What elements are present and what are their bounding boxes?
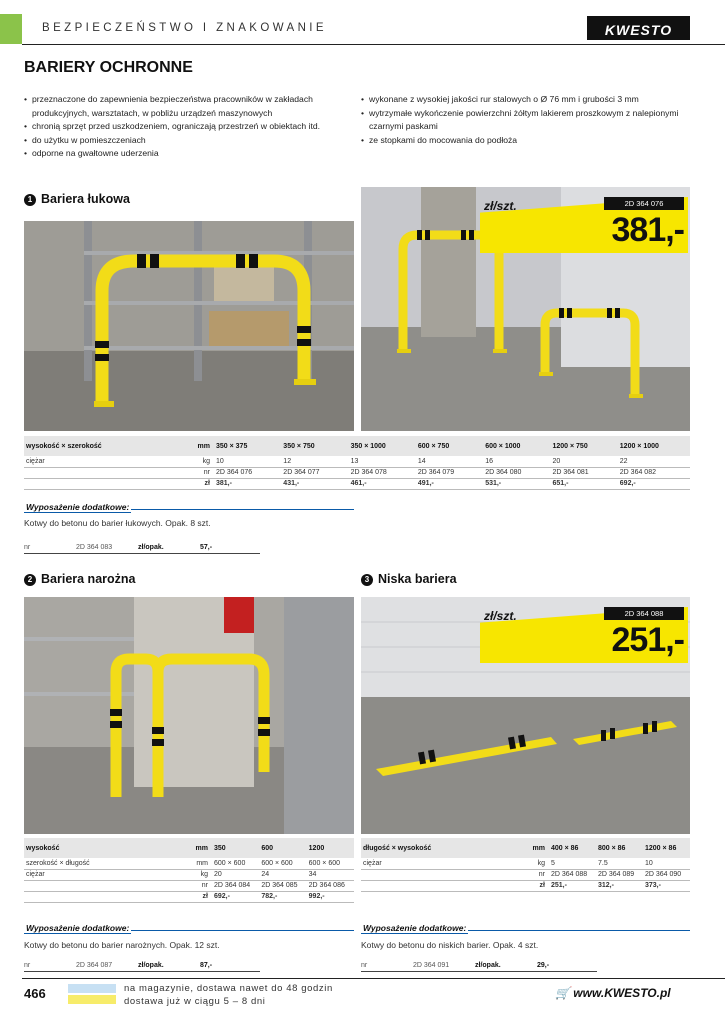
accessories-label: Wyposażenie dodatkowe: — [363, 923, 467, 933]
photo-arch-barrier-shelves — [24, 221, 354, 431]
table-header: wysokość × szerokość — [24, 436, 184, 456]
table-row: ciężar kg 5 7.5 10 — [361, 858, 690, 869]
header-rule — [22, 44, 725, 45]
section-heading-3 — [361, 572, 457, 586]
table-header: 350 × 1000 — [349, 436, 416, 456]
table-header: 600 × 750 — [416, 436, 483, 456]
table-row: szerokość × długość mm 600 × 600 600 × 600 600 × 600 — [24, 858, 354, 869]
section-title: Niska bariera — [378, 572, 457, 586]
feature-item: • wytrzymałe wykończenie powierzchni żółtym lakierem proszkowym z nalepionymi czarnymi paskami — [361, 107, 691, 134]
accessories-bar-2 — [24, 918, 354, 931]
feature-item: • odporne na gwałtowne uderzenia — [24, 147, 344, 161]
accessories-row: nr 2D 364 087 zł/opak. 87,- — [24, 960, 260, 972]
accessories-bar-1 — [24, 497, 354, 510]
spec-table-2 — [24, 838, 354, 903]
section-header: BEZPIECZEŃSTWO I ZNAKOWANIE — [42, 22, 327, 34]
table-header: 350 × 375 — [214, 436, 281, 456]
price-code: 2D 364 088 — [604, 607, 684, 620]
table-header: 400 × 86 — [549, 838, 596, 858]
section-title: Bariera łukowa — [41, 192, 130, 206]
price-value: 381,- — [611, 211, 684, 249]
feature-item: • chronią sprzęt przed uszkodzeniem, ograniczają przestrzeń w obiektach itd. — [24, 120, 344, 134]
section-heading-1 — [24, 192, 130, 206]
delivery-legend-text: dostawa już w ciągu 5 – 8 dni — [124, 996, 266, 1007]
photo-arch-barriers-pillar — [361, 187, 690, 431]
feature-item: • przeznaczone do zapewnienia bezpieczeństwa pracowników w zakładach produkcyjnych, warsztatach, w pobliżu urządzeń maszynowych — [24, 93, 344, 120]
table-header: 1200 × 86 — [643, 838, 690, 858]
feature-item: • wykonane z wysokiej jakości rur stalowych o Ø 76 mm i grubości 3 mm — [361, 93, 691, 107]
table-header: 600 × 1000 — [483, 436, 550, 456]
table-row: nr 2D 364 088 2D 364 089 2D 364 090 — [361, 869, 690, 880]
photo-low-barrier — [361, 597, 690, 834]
table-header: 350 × 750 — [281, 436, 348, 456]
website-link[interactable]: 🛒 www.KWESTO.pl — [555, 986, 671, 1000]
table-header: mm — [184, 436, 214, 456]
table-row: nr 2D 364 084 2D 364 085 2D 364 086 — [24, 880, 354, 891]
table-header: 600 — [259, 838, 306, 858]
page-title: BARIERY OCHRONNE — [24, 59, 193, 76]
kwesto-logo: KWESTO — [587, 16, 690, 40]
header-accent-bar — [0, 14, 22, 44]
accessories-row: nr 2D 364 091 zł/opak. 29,- — [361, 960, 597, 972]
table-row: ciężar kg 20 24 34 — [24, 869, 354, 880]
section-number: 1 — [24, 194, 36, 206]
table-row-price: zł 381,- 431,- 461,- 491,- 531,- 651,- 692,- — [24, 478, 690, 489]
section-number: 2 — [24, 574, 36, 586]
table-header: wysokość — [24, 838, 174, 858]
feature-item: • do użytku w pomieszczeniach — [24, 134, 344, 148]
accessories-text: Kotwy do betonu do barier łukowych. Opak. 8 szt. — [24, 518, 211, 528]
section-heading-2 — [24, 572, 135, 586]
price-unit-label: zł/szt. — [484, 609, 517, 623]
price-value: 251,- — [611, 621, 684, 659]
price-unit-label: zł/szt. — [484, 199, 517, 213]
accessories-bar-3 — [361, 918, 690, 931]
table-header: długość × wysokość — [361, 838, 507, 858]
section-title: Bariera narożna — [41, 572, 136, 586]
price-tag-3 — [480, 607, 688, 663]
section-number: 3 — [361, 574, 373, 586]
accessories-text: Kotwy do betonu do niskich barier. Opak. 4 szt. — [361, 940, 539, 950]
spec-table-3 — [361, 838, 690, 892]
table-header: mm — [507, 838, 549, 858]
table-header: 1200 — [307, 838, 354, 858]
table-header: 1200 × 750 — [550, 436, 617, 456]
photo-corner-barrier — [24, 597, 354, 834]
accessories-label: Wyposażenie dodatkowe: — [26, 923, 130, 933]
accessories-row: nr 2D 364 083 zł/opak. 57,- — [24, 542, 260, 554]
features-left — [24, 93, 344, 161]
feature-item: • ze stopkami do mocowania do podłoża — [361, 134, 691, 148]
price-code: 2D 364 076 — [604, 197, 684, 210]
table-header: 800 × 86 — [596, 838, 643, 858]
stock-legend-text: na magazynie, dostawa nawet do 48 godzin — [124, 983, 333, 994]
table-row-price: zł 692,- 782,- 992,- — [24, 891, 354, 902]
cart-icon: 🛒 — [555, 986, 570, 1000]
footer-rule — [22, 978, 725, 979]
table-row: nr 2D 364 076 2D 364 077 2D 364 078 2D 364 079 2D 364 080 2D 364 081 2D 364 082 — [24, 467, 690, 478]
stock-legend-swatch — [68, 984, 116, 993]
price-tag-1 — [480, 197, 688, 253]
table-header: 350 — [212, 838, 259, 858]
accessories-text: Kotwy do betonu do barier narożnych. Opak. 12 szt. — [24, 940, 220, 950]
spec-table-1 — [24, 436, 690, 490]
table-row-price: zł 251,- 312,- 373,- — [361, 880, 690, 891]
features-right — [361, 93, 691, 147]
accessories-label: Wyposażenie dodatkowe: — [26, 502, 130, 512]
page-number: 466 — [24, 986, 46, 1001]
delivery-legend-swatch — [68, 995, 116, 1004]
table-row: ciężar kg 10 12 13 14 16 20 22 — [24, 456, 690, 467]
table-header: mm — [174, 838, 212, 858]
table-header: 1200 × 1000 — [618, 436, 690, 456]
